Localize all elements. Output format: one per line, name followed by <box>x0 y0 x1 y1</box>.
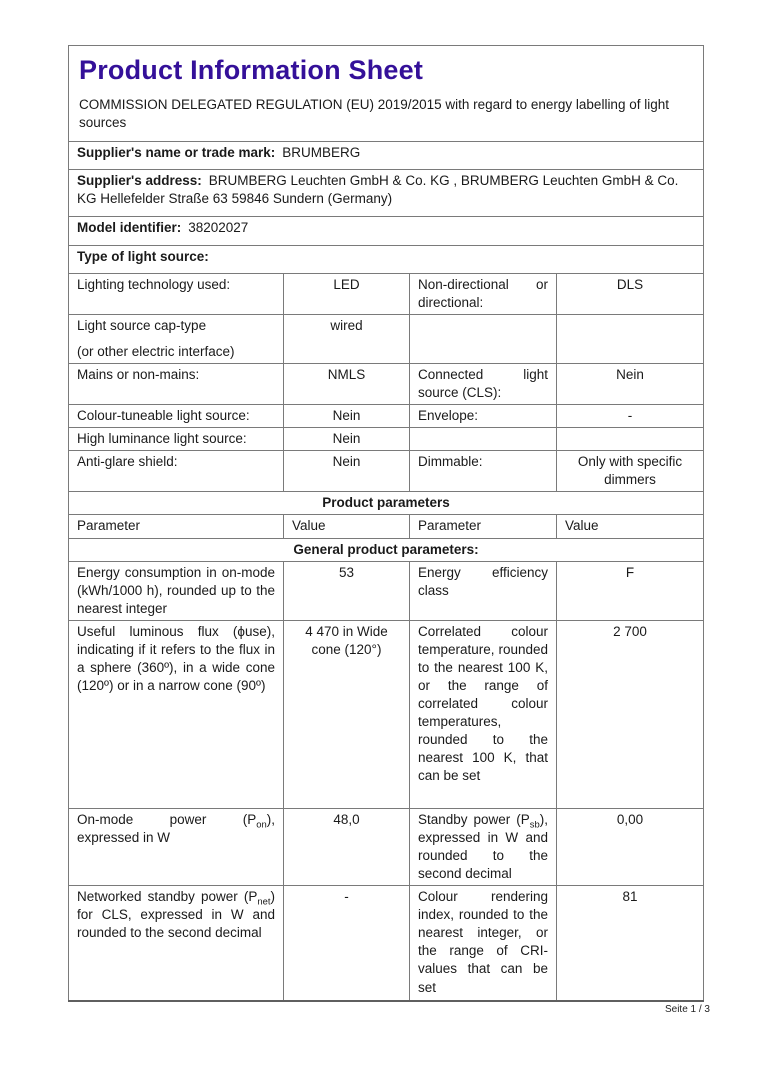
cap-type-line2: (or other electric interface) <box>77 343 235 359</box>
table-row <box>69 451 704 492</box>
cap-type-line1: Light source cap-type <box>77 317 207 333</box>
param-cell: Networked standby power $(P_{net})$ for CLS, expressed in W and rounded to the second decimal <box>69 886 284 1001</box>
value-cell: NMLS <box>284 363 410 404</box>
value-cell <box>557 428 704 451</box>
param-cell: Lighting technology used: <box>69 273 284 314</box>
table-row <box>69 561 704 620</box>
value-cell: Nein <box>284 428 410 451</box>
value-cell: 48,0 <box>284 808 410 885</box>
param-cell: Energy efficiency class <box>410 561 557 620</box>
value-cell: - <box>284 886 410 1001</box>
param-cell: Non-directional or directional: <box>410 273 557 314</box>
table-row <box>69 886 704 1001</box>
param-cell: Envelope: <box>410 405 557 428</box>
value-cell: wired <box>284 314 410 363</box>
product-parameters-heading: Product parameters <box>69 492 704 515</box>
value-cell: 2 700 <box>557 620 704 808</box>
supplier-name-value: BRUMBERG <box>282 144 361 160</box>
model-identifier-row <box>69 216 704 245</box>
supplier-address-label: Supplier's address: <box>77 172 202 188</box>
value-cell: LED <box>284 273 410 314</box>
column-header-row <box>69 515 704 538</box>
value-cell: Nein <box>284 405 410 428</box>
table-row <box>69 620 704 808</box>
value-cell: Nein <box>557 363 704 404</box>
value-cell: 4 470 in Wide cone (120°) <box>284 620 410 808</box>
param-cell: Mains or non-mains: <box>69 363 284 404</box>
value-cell: 0,00 <box>557 808 704 885</box>
param-cell: Energy consumption in on-mode (kWh/1000 h), rounded up to the nearest integer <box>69 561 284 620</box>
param-cell: High luminance light source: <box>69 428 284 451</box>
table-row <box>69 273 704 314</box>
param-cell: Connected light source (CLS): <box>410 363 557 404</box>
model-identifier-label: Model identifier: <box>77 219 182 235</box>
page-number: Seite 1 / 3 <box>664 1004 710 1015</box>
column-header: Value <box>284 515 410 538</box>
value-cell: DLS <box>557 273 704 314</box>
param-cell: On-mode power $(P_{on})$, expressed in W <box>69 808 284 885</box>
table-row <box>69 314 704 363</box>
param-cell: Useful luminous flux (ϕuse), indicating if it refers to the flux in a sphere (360º), in a wide cone (120º) or in a narrow cone (90º) <box>69 620 284 808</box>
param-cell: Dimmable: <box>410 451 557 492</box>
column-header: Parameter <box>410 515 557 538</box>
value-cell <box>557 451 704 492</box>
param-cell <box>410 428 557 451</box>
type-of-light-source-heading <box>69 245 704 273</box>
product-info-table <box>68 45 704 1002</box>
value-cell: - <box>557 405 704 428</box>
param-cell: Anti-glare shield: <box>69 451 284 492</box>
value-cell: 81 <box>557 886 704 1001</box>
param-cell <box>410 314 557 363</box>
regulation-subtitle: COMMISSION DELEGATED REGULATION (EU) 2019/2015 with regard to energy labelling of light sources <box>79 97 669 131</box>
param-cell <box>69 314 284 363</box>
value-cell: Nein <box>284 451 410 492</box>
supplier-address-row <box>69 169 704 216</box>
param-cell: Standby power $(P_{sb})$, expressed in W and rounded to the second decimal <box>410 808 557 885</box>
general-product-parameters-heading: General product parameters: <box>69 538 704 561</box>
column-header: Value <box>557 515 704 538</box>
title-block <box>69 46 704 142</box>
value-cell <box>557 314 704 363</box>
supplier-name-row <box>69 141 704 169</box>
dimmable-value: Only with specific dimmers <box>577 454 683 488</box>
param-cell: Correlated colour temperature, rounded to the nearest 100 K, or the range of correlated colour temperatures, rounded to the nearest 100 K, that can be set <box>410 620 557 808</box>
model-identifier-value: 38202027 <box>188 219 249 235</box>
param-cell: Colour rendering index, rounded to the nearest integer, or the range of CRI-values that can be set <box>410 886 557 1001</box>
value-cell: 53 <box>284 561 410 620</box>
table-row <box>69 363 704 404</box>
table-row <box>69 808 704 885</box>
type-heading-label: Type of light source: <box>77 248 209 264</box>
table-row <box>69 405 704 428</box>
column-header: Parameter <box>69 515 284 538</box>
value-cell: F <box>557 561 704 620</box>
supplier-address-value: BRUMBERG Leuchten GmbH & Co. KG , BRUMBERG Leuchten GmbH & Co. KG Hellefelder Straße 63 59846 Sundern (Germany) <box>77 172 679 206</box>
supplier-name-label: Supplier's name or trade mark: <box>77 144 276 160</box>
param-cell: Colour-tuneable light source: <box>69 405 284 428</box>
table-row <box>69 428 704 451</box>
page-title: Product Information Sheet <box>79 55 424 85</box>
